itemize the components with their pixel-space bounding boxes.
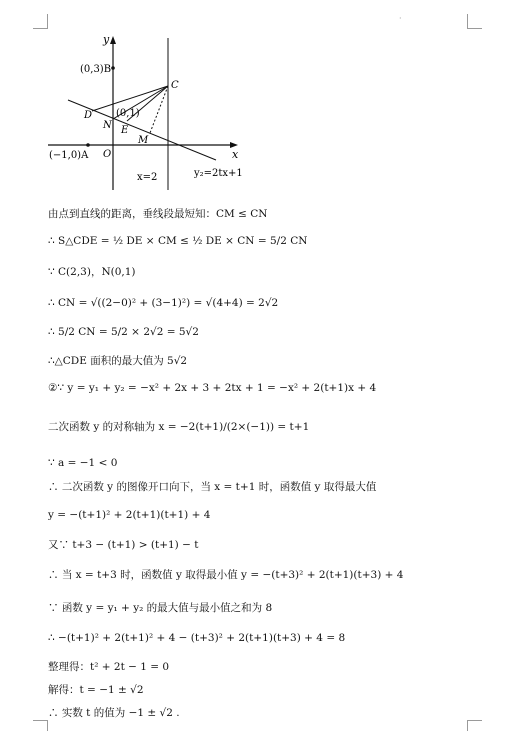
label-A: (−1,0)A <box>49 150 89 161</box>
crop-mark-bottom-left <box>33 720 48 731</box>
solution-line-16: 整理得：t² + 2t − 1 = 0 <box>48 661 170 673</box>
solution-line-3: ∵ C(2,3)，N(0,1) <box>48 266 136 278</box>
axis-y-label: y <box>103 33 110 46</box>
solution-line-17: 解得：t = −1 ± √2 <box>48 684 144 696</box>
page-speck: · <box>399 14 402 23</box>
solution-line-11: y = −(t+1)² + 2(t+1)(t+1) + 4 <box>48 509 211 521</box>
solution-line-5: ∴ 5/2 CN = 5/2 × 2√2 = 5√2 <box>48 326 199 338</box>
axis-x-label: x <box>232 148 239 161</box>
solution-line-12: 又∵ t+3 − (t+1) > (t+1) − t <box>48 539 199 551</box>
label-D: D <box>84 110 93 121</box>
label-M: M <box>138 135 149 146</box>
solution-line-9: ∵ a = −1 < 0 <box>48 457 118 469</box>
label-line-y2: y₂=2tx+1 <box>194 168 243 179</box>
solution-line-8: 二次函数 y 的对称轴为 x = −2(t+1)/(2×(−1)) = t+1 <box>48 421 310 433</box>
y-axis-arrow <box>110 36 116 44</box>
solution-line-10: ∴ 二次函数 y 的图像开口向下，当 x = t+1 时，函数值 y 取得最大值 <box>48 481 377 493</box>
label-C: C <box>171 80 179 91</box>
solution-line-14: ∵ 函数 y = y₁ + y₂ 的最大值与最小值之和为 8 <box>48 602 273 614</box>
line-y2 <box>68 100 216 160</box>
point-A <box>86 143 90 147</box>
label-x-equals-2: x=2 <box>137 172 158 183</box>
label-E: E <box>121 125 129 136</box>
solution-line-7: ②∵ y = y₁ + y₂ = −x² + 2x + 3 + 2tx + 1 = −x² + 2(t+1)x + 4 <box>48 382 377 394</box>
solution-line-13: ∴ 当 x = t+3 时，函数值 y 取得最小值 y = −(t+3)² + 2(t+1)(t+3) + 4 <box>48 569 404 581</box>
solution-line-4: ∴ CN = √((2−0)² + (3−1)²) = √(4+4) = 2√2 <box>48 297 279 309</box>
coordinate-figure <box>0 0 519 200</box>
label-0-1: (0,1) <box>116 108 140 119</box>
origin-label: O <box>103 149 112 160</box>
crop-mark-bottom-right <box>467 720 482 731</box>
solution-line-15: ∴ −(t+1)² + 2(t+1)² + 4 − (t+3)² + 2(t+1)(t+3) + 4 = 8 <box>48 632 346 644</box>
solution-line-6: ∴△CDE 面积的最大值为 5√2 <box>48 355 188 367</box>
label-N: N <box>103 120 112 131</box>
point-B <box>111 66 115 70</box>
solution-line-18: ∴ 实数 t 的值为 −1 ± √2 . <box>48 707 180 719</box>
label-B: (0,3)B <box>80 64 112 75</box>
solution-line-1: 由点到直线的距离，垂线段最短知：CM ≤ CN <box>48 208 268 220</box>
solution-line-2: ∴ S△CDE = ½ DE × CM ≤ ½ DE × CN = 5/2 CN <box>48 235 308 247</box>
